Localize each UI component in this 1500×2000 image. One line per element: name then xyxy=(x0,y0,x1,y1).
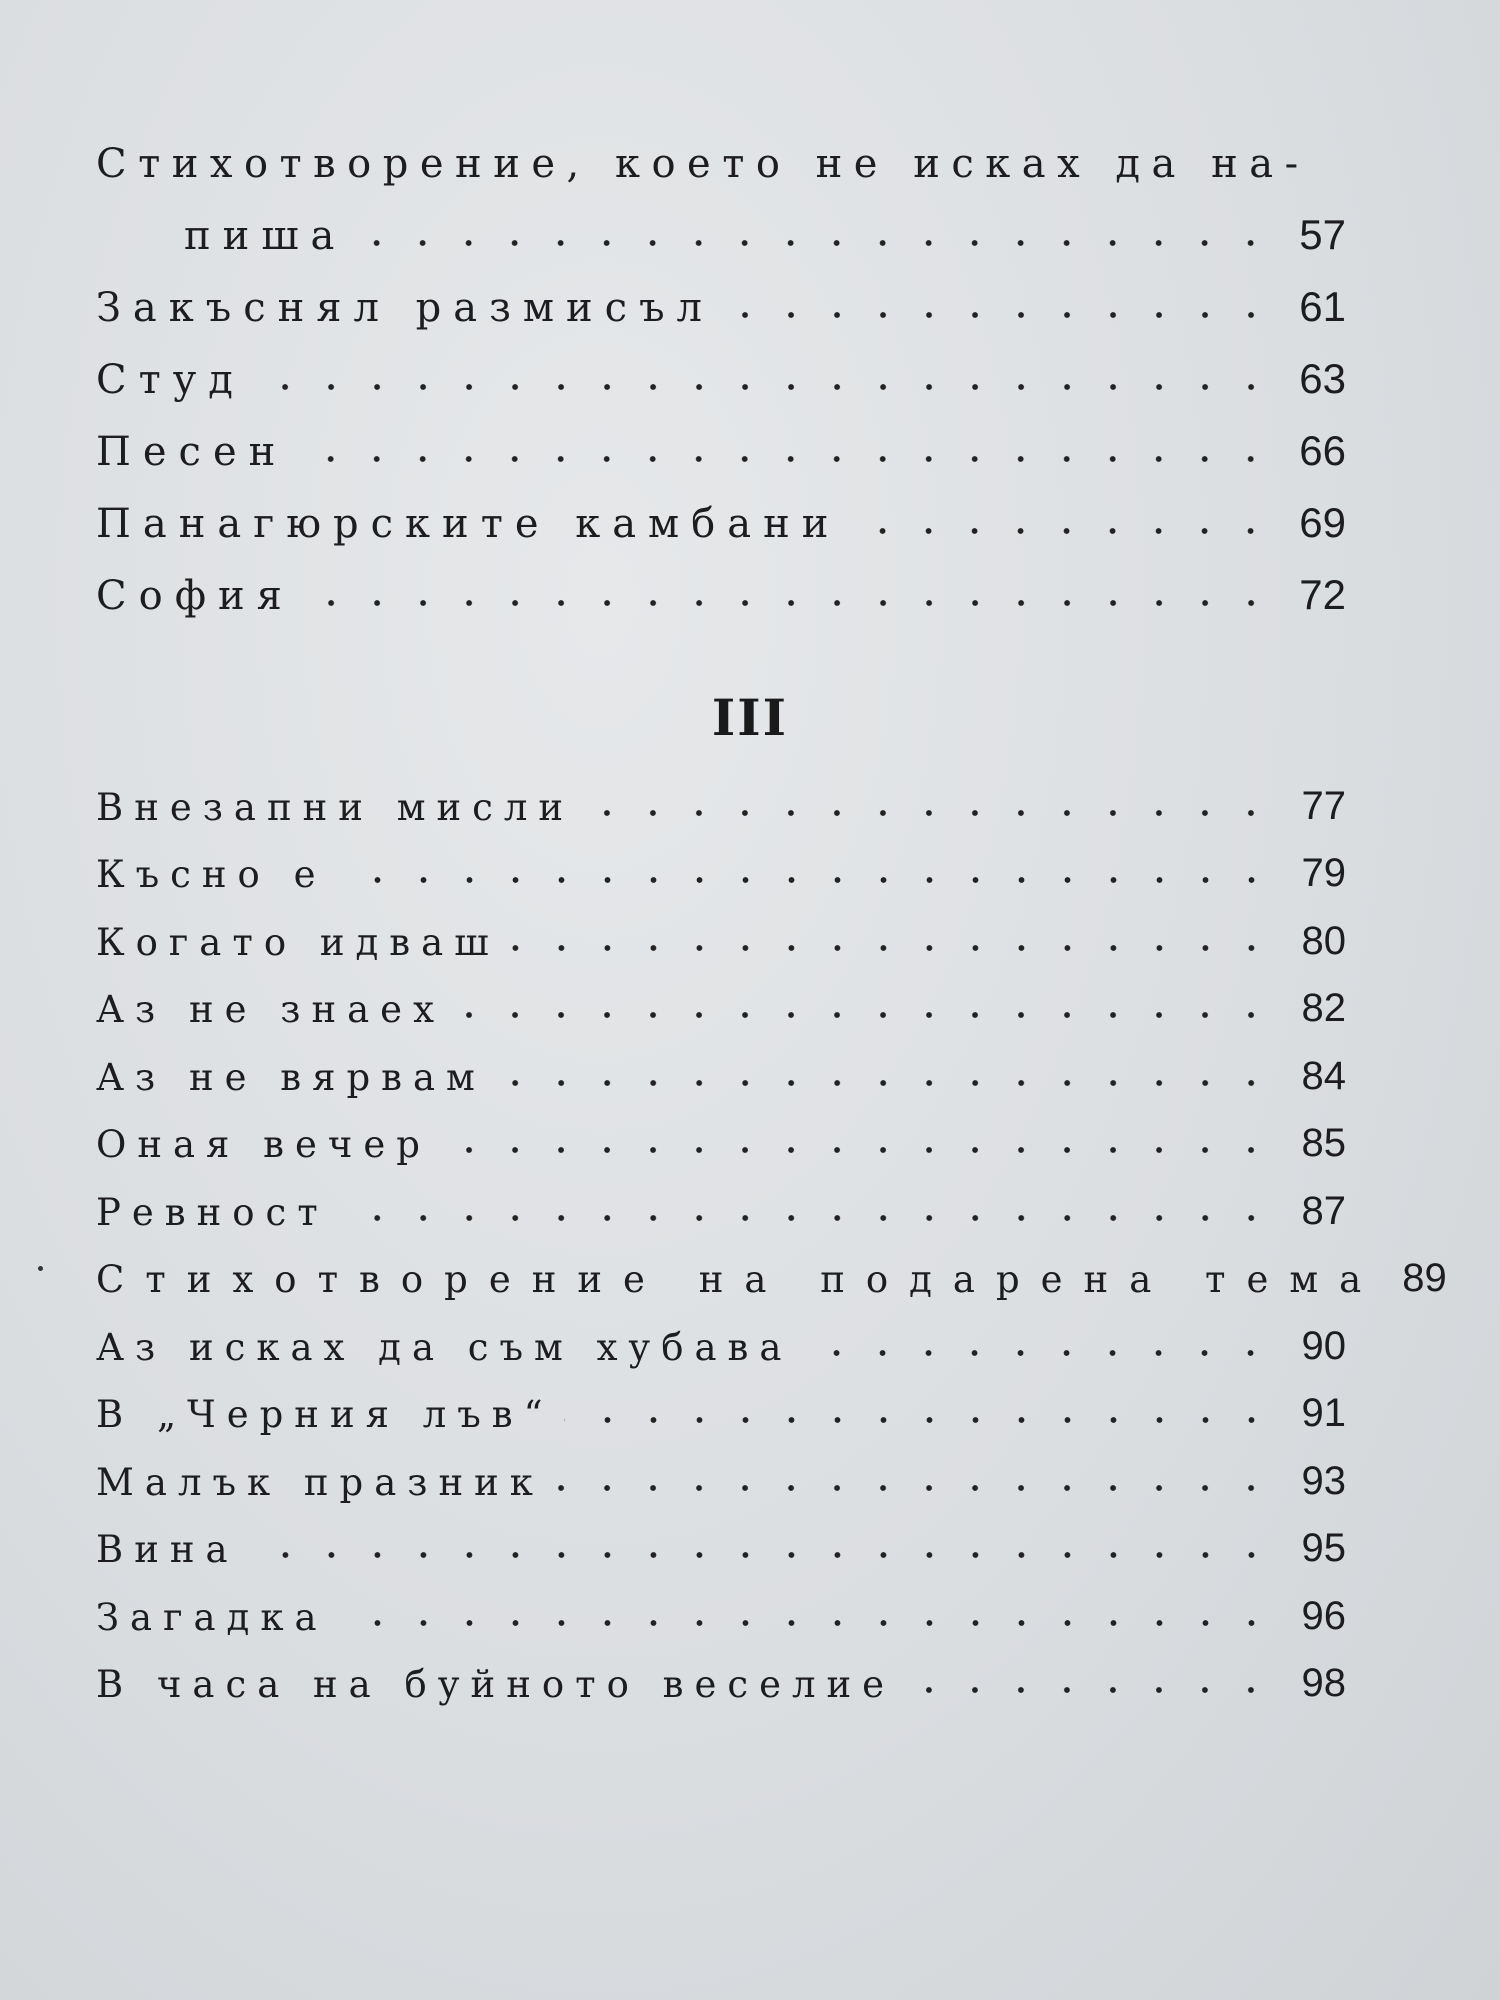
toc-entry xyxy=(96,893,1346,964)
print-speck xyxy=(38,1266,43,1271)
toc-entry xyxy=(96,1231,1447,1301)
dot-leader xyxy=(297,452,1274,466)
toc-entry xyxy=(96,1096,1346,1164)
toc-entry-title: Късно е xyxy=(96,853,327,896)
toc-entry-page: 90 xyxy=(1301,1323,1346,1368)
toc-entry-page: 82 xyxy=(1301,986,1346,1030)
dot-leader xyxy=(255,380,1274,394)
dot-leader xyxy=(905,1683,1274,1697)
toc-entry-title: Стихотворение, което не исках да на- xyxy=(96,141,1310,187)
toc-entry-title: Оная вечер xyxy=(96,1123,431,1166)
dot-leader xyxy=(584,806,1274,820)
toc-entry-page: 93 xyxy=(1301,1458,1346,1503)
toc-entry xyxy=(96,1366,1346,1434)
section-heading: III xyxy=(711,688,789,747)
toc-entry xyxy=(96,1636,1346,1704)
toc-entry-page: 89 xyxy=(1402,1256,1447,1300)
toc-entry xyxy=(96,826,1346,894)
toc-entry xyxy=(96,256,1346,331)
dot-leader xyxy=(510,941,1274,955)
toc-entry-title: Стихотворение на подарена тема xyxy=(96,1258,1383,1301)
toc-section-iii xyxy=(96,758,1447,1706)
toc-entry-page: 87 xyxy=(1301,1188,1346,1233)
toc-entry xyxy=(96,1501,1346,1569)
toc-entry-title: Малък празник xyxy=(96,1460,544,1504)
toc-entry-page: 98 xyxy=(1301,1661,1346,1705)
toc-entry-page: 95 xyxy=(1301,1526,1346,1570)
dot-leader xyxy=(455,1008,1274,1022)
dot-leader xyxy=(850,524,1274,538)
toc-entry xyxy=(96,184,1346,259)
dot-leader xyxy=(564,1413,1274,1427)
dot-leader xyxy=(337,873,1275,887)
toc-entry-title: пиша xyxy=(184,213,347,259)
toc-entry-page: 77 xyxy=(1301,783,1346,828)
toc-entry-page: 84 xyxy=(1301,1053,1346,1098)
dot-leader xyxy=(441,1143,1274,1157)
toc-entry-title: В „Черния лъв“ xyxy=(96,1393,554,1436)
toc-entry-title: В часа на буйното веселие xyxy=(96,1663,896,1706)
toc-entry-title: Внезапни мисли xyxy=(96,785,575,829)
toc-entry-page: 63 xyxy=(1299,355,1346,402)
toc-entry-title: Панагюрските камбани xyxy=(96,501,841,547)
dot-leader xyxy=(338,1616,1274,1630)
dot-leader xyxy=(554,1481,1274,1495)
toc-entry-title: Аз исках да съм хубава xyxy=(96,1325,793,1369)
toc-entry xyxy=(96,112,1346,187)
dot-leader xyxy=(724,308,1274,322)
toc-entry-page: 72 xyxy=(1299,571,1346,618)
toc-entry-page: 61 xyxy=(1299,283,1346,330)
toc-entry-page: 57 xyxy=(1299,211,1346,258)
toc-entry-title: Загадка xyxy=(96,1595,328,1639)
toc-entry-title: Аз не вярвам xyxy=(96,1055,486,1099)
toc-section-ii xyxy=(96,112,1346,619)
toc-entry-title: Вина xyxy=(96,1528,239,1571)
toc-entry-title: Ревност xyxy=(96,1190,329,1234)
dot-leader xyxy=(802,1346,1274,1360)
toc-entry xyxy=(96,472,1346,547)
dot-leader xyxy=(249,1548,1274,1562)
toc-entry-page: 79 xyxy=(1301,851,1346,895)
dot-leader xyxy=(339,1211,1274,1225)
toc-entry-page: 96 xyxy=(1301,1593,1346,1638)
dot-leader xyxy=(304,596,1274,610)
toc-entry-title: Когато идваш xyxy=(96,920,500,964)
toc-entry-page: 66 xyxy=(1299,427,1346,474)
toc-entry xyxy=(96,1298,1346,1369)
toc-entry-page: 69 xyxy=(1299,499,1346,546)
toc-entry xyxy=(96,961,1346,1029)
toc-entry-page: 91 xyxy=(1301,1391,1346,1435)
toc-entry xyxy=(96,400,1346,475)
dot-leader xyxy=(356,236,1274,250)
toc-entry xyxy=(96,328,1346,403)
toc-entry xyxy=(96,1568,1346,1639)
toc-entry-title: София xyxy=(96,573,294,619)
toc-entry-page: 85 xyxy=(1301,1121,1346,1165)
toc-entry xyxy=(96,758,1346,829)
toc-entry-title: Студ xyxy=(96,357,245,403)
toc-entry-title: Аз не знаех xyxy=(96,988,445,1031)
toc-entry xyxy=(96,1028,1346,1099)
toc-entry xyxy=(96,1163,1346,1234)
toc-entry-title: Песен xyxy=(96,429,288,475)
toc-entry xyxy=(96,544,1346,619)
toc-entry-title: Закъснял размисъл xyxy=(96,285,714,331)
toc-entry xyxy=(96,1433,1346,1504)
toc-entry-page: 80 xyxy=(1301,918,1346,963)
dot-leader xyxy=(496,1076,1274,1090)
